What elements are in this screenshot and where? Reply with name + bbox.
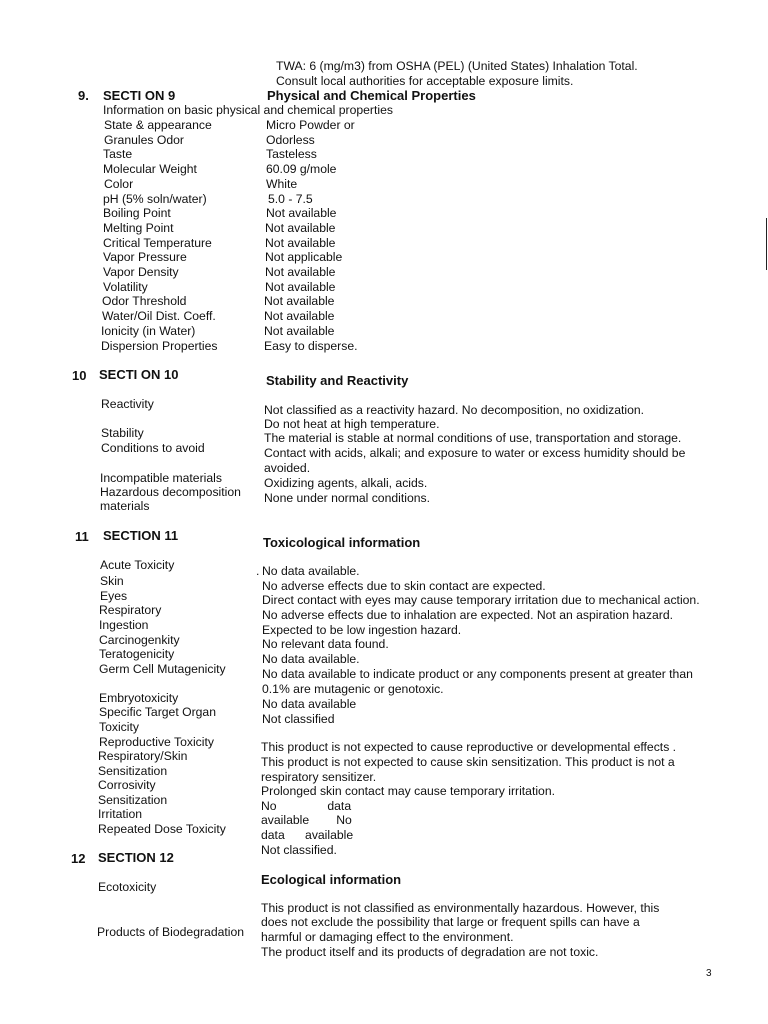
field-label: Toxicity: [99, 720, 139, 734]
field-value: Oxidizing agents, alkali, acids.: [264, 476, 428, 490]
field-label: Hazardous decomposition: [100, 485, 241, 499]
property-label: Dispersion Properties: [101, 338, 218, 353]
header-line: Consult local authorities for acceptable exposure limits.: [276, 74, 574, 88]
field-value: This product is not expected to cause reproductive or developmental effects .: [261, 740, 677, 754]
section-intro: Information on basic physical and chemical properties: [103, 103, 393, 117]
field-value: Do not heat at high temperature.: [264, 417, 440, 431]
field-label: Teratogenicity: [99, 647, 175, 661]
field-value: Direct contact with eyes may cause temporary irritation due to mechanical action.: [262, 593, 700, 607]
section-number: 9.: [78, 88, 89, 103]
field-label: Ingestion: [99, 618, 149, 632]
field-label: Conditions to avoid: [101, 441, 205, 455]
property-label: Critical Temperature: [103, 235, 212, 250]
property-value: Not available: [265, 265, 336, 279]
field-value: Not classified as a reactivity hazard. No decomposition, no oxidization.: [264, 403, 645, 417]
property-value: Not available: [265, 279, 336, 294]
property-label: Odor Threshold: [102, 294, 187, 309]
section-label: SECTION 12: [98, 850, 174, 865]
field-label: Reproductive Toxicity: [99, 735, 214, 749]
field-value: Not classified: [262, 712, 335, 726]
property-label: Molecular Weight: [103, 162, 197, 177]
field-value: does not exclude the possibility that large or frequent spills can have a: [261, 915, 640, 929]
field-value: This product is not expected to cause skin sensitization. This product is not a: [261, 755, 675, 769]
section-title: Physical and Chemical Properties: [267, 88, 476, 103]
property-label: Boiling Point: [103, 206, 171, 221]
section-label: SECTI ON 10: [99, 367, 179, 382]
field-label: Specific Target Organ: [99, 705, 216, 719]
field-label: Stability: [101, 426, 144, 440]
field-value: No data available: [262, 697, 357, 711]
field-value: avoided.: [264, 461, 311, 475]
field-value: No adverse effects due to inhalation are expected. Not an aspiration hazard.: [262, 608, 674, 622]
field-value: respiratory sensitizer.: [261, 770, 377, 784]
property-value: Not applicable: [265, 250, 343, 265]
page-number: 3: [706, 968, 712, 979]
property-value: Not available: [264, 309, 335, 324]
bullet-dot: .: [256, 564, 260, 578]
property-value: Easy to disperse.: [264, 338, 358, 353]
field-value: No data available.: [262, 652, 360, 666]
section-number: 12: [71, 851, 86, 866]
property-label: Melting Point: [103, 220, 174, 235]
field-value: No relevant data found.: [262, 637, 389, 651]
field-value: Prolonged skin contact may cause temporary irritation.: [261, 784, 555, 798]
property-label: Vapor Pressure: [103, 250, 187, 265]
field-label: Sensitization: [98, 793, 168, 807]
section-label: SECTI ON 9: [103, 88, 176, 103]
section-number: 10: [72, 368, 87, 383]
property-label: Volatility: [103, 279, 148, 294]
field-label: Irritation: [98, 807, 143, 821]
property-label: Vapor Density: [103, 265, 179, 279]
field-label: Skin: [100, 574, 124, 588]
field-value: harmful or damaging effect to the environment.: [261, 930, 514, 944]
field-label: Acute Toxicity: [100, 558, 175, 572]
property-value: Micro Powder or: [266, 118, 355, 132]
property-label: pH (5% soln/water): [103, 191, 207, 206]
section-title: Stability and Reactivity: [266, 373, 409, 388]
margin-rule: [766, 218, 767, 270]
field-label: Germ Cell Mutagenicity: [99, 662, 226, 676]
section-label: SECTION 11: [103, 528, 179, 543]
property-value: 60.09 g/mole: [266, 162, 337, 177]
field-value: The material is stable at normal conditions of use, transportation and storage.: [264, 431, 682, 445]
section-title: Ecological information: [261, 872, 402, 887]
property-value: Not available: [265, 220, 336, 235]
field-label: Repeated Dose Toxicity: [98, 822, 226, 836]
section-number: 11: [75, 529, 89, 544]
property-label: Color: [104, 176, 134, 191]
property-value: Odorless: [266, 132, 315, 147]
field-value: data available: [261, 828, 354, 842]
field-value: Contact with acids, alkali; and exposure to water or excess humidity should be: [264, 446, 686, 460]
property-value: White: [266, 176, 298, 191]
field-label: Respiratory/Skin: [98, 749, 188, 763]
property-value: Not available: [264, 294, 335, 309]
field-label: Sensitization: [98, 764, 168, 778]
field-value: None under normal conditions.: [264, 491, 430, 505]
property-label: Taste: [103, 147, 133, 162]
property-value: 5.0 - 7.5: [268, 191, 313, 206]
section-title: Toxicological information: [263, 535, 421, 550]
field-label: materials: [100, 499, 150, 513]
header-line: TWA: 6 (mg/m3) from OSHA (PEL) (United States) Inhalation Total.: [276, 59, 638, 73]
field-label: Incompatible materials: [100, 471, 222, 485]
property-value: Not available: [266, 206, 337, 221]
field-value: No data: [261, 799, 352, 813]
field-value: No data available.: [262, 564, 360, 578]
field-value: The product itself and its products of degradation are not toxic.: [261, 945, 599, 959]
property-label: State & appearance: [104, 118, 212, 132]
field-value: No data available to indicate product or any components present at greater than: [262, 667, 693, 681]
field-value: 0.1% are mutagenic or genotoxic.: [262, 682, 444, 696]
field-label: Embryotoxicity: [99, 691, 179, 705]
field-label: Carcinogenkity: [99, 633, 180, 647]
field-label: Ecotoxicity: [98, 880, 157, 894]
property-value: Tasteless: [266, 147, 317, 162]
property-value: Not available: [264, 323, 335, 338]
field-label: Corrosivity: [98, 778, 156, 792]
field-label: Reactivity: [101, 397, 154, 411]
field-label: Products of Biodegradation: [97, 925, 245, 939]
field-value: Not classified.: [261, 843, 337, 857]
property-label: Granules Odor: [104, 132, 184, 147]
field-value: Expected to be low ingestion hazard.: [262, 623, 462, 637]
field-label: Respiratory: [99, 603, 162, 617]
field-value: available No: [261, 813, 352, 827]
field-value: This product is not classified as environmentally hazardous. However, this: [261, 901, 660, 915]
field-value: No adverse effects due to skin contact are expected.: [262, 579, 546, 593]
property-value: Not available: [265, 235, 336, 250]
property-label: Water/Oil Dist. Coeff.: [102, 309, 216, 324]
field-label: Eyes: [100, 589, 128, 603]
property-label: Ionicity (in Water): [101, 323, 196, 338]
